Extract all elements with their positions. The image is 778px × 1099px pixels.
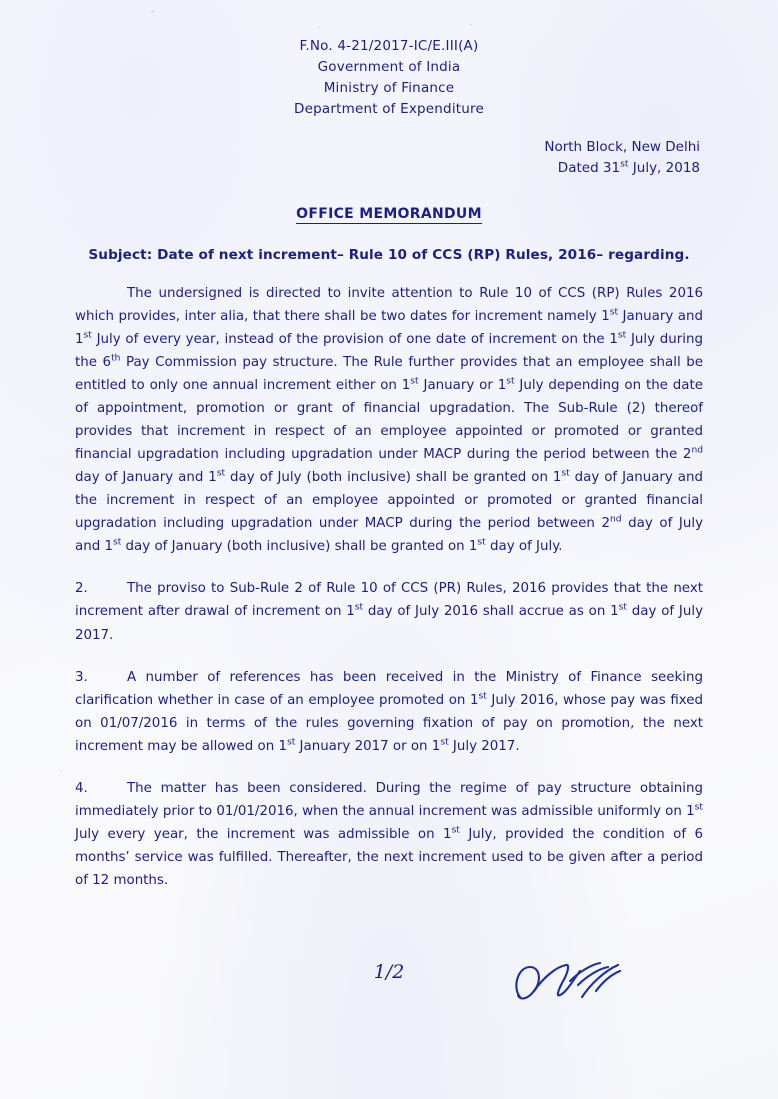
ordinal-suffix: st bbox=[561, 468, 570, 479]
letterhead bbox=[75, 36, 703, 120]
document-body bbox=[75, 36, 703, 892]
ordinal-suffix: st bbox=[694, 802, 703, 813]
ordinal-suffix: st bbox=[618, 603, 627, 614]
ordinal-suffix: st bbox=[112, 537, 122, 548]
ordinal-suffix: st bbox=[440, 737, 449, 748]
government-line: Government of India bbox=[317, 58, 461, 75]
ministry-line: Ministry of Finance bbox=[323, 79, 455, 96]
paragraph-4: 4. The matter has been considered. During the regime of pay structure obtaining immediately prior to 01/01/2016, when the annual increment was admissible uniformly on 1st July every year, the increment was admissible on 1st July, provided the condition of 6 months’ service was fulfilled. Thereafter, the next increment used to be given after a period of 12 months. bbox=[75, 777, 703, 892]
ordinal-suffix: st bbox=[478, 691, 487, 702]
date-line bbox=[75, 158, 700, 180]
ordinal-suffix: nd bbox=[691, 445, 703, 456]
paper-speck bbox=[151, 10, 154, 13]
paragraph-number: 2. bbox=[75, 581, 88, 597]
place-and-date bbox=[75, 137, 703, 180]
ordinal-suffix: st bbox=[410, 376, 419, 387]
ordinal-suffix: nd bbox=[609, 514, 622, 525]
paragraph-2: 2. The proviso to Sub-Rule 2 of Rule 10 of CCS (PR) Rules, 2016 provides that the next increment after drawal of increment on 1st day of July 2016 shall accrue as on 1st day of July 2017. bbox=[75, 577, 703, 646]
date-prefix: Dated 31 bbox=[557, 160, 621, 177]
signature-mark bbox=[508, 951, 628, 1021]
document-title-text: OFFICE MEMORANDUM bbox=[296, 205, 482, 222]
paper-speck bbox=[318, 26, 320, 28]
paper-speck bbox=[60, 770, 62, 772]
ordinal-suffix: th bbox=[111, 353, 121, 364]
paragraph-number: 3. bbox=[75, 669, 88, 685]
ordinal-suffix: st bbox=[354, 603, 364, 614]
subject-line: Subject: Date of next increment– Rule 10 of CCS (RP) Rules, 2016– regarding. bbox=[88, 246, 690, 263]
ordinal-suffix: st bbox=[506, 376, 515, 387]
ordinal-suffix: st bbox=[477, 537, 486, 548]
paper-speck bbox=[470, 24, 472, 26]
date-suffix: July, 2018 bbox=[628, 160, 700, 177]
paragraph-1: The undersigned is directed to invite attention to Rule 10 of CCS (RP) Rules 2016 which provides, inter alia, that there shall be two dates for increment namely 1st January and 1st July of every year, instead of the provision of one date of increment on the 1st July during the 6th Pay Commission pay structure. The Rule further provides that an employee shall be entitled to only one annual increment either on 1st January or 1st July depending on the date of appointment, promotion or grant of financial upgradation. The Sub-Rule (2) thereof provides that increment in respect of an employee appointed or promoted or granted financial upgradation including upgradation under MACP during the period between the 2nd day of January and 1st day of July (both inclusive) shall be granted on 1st day of January and the increment in respect of an employee appointed or promoted or granted financial upgradation including upgradation under MACP during the period between 2nd day of July and 1st day of January (both inclusive) shall be granted on 1st day of July. bbox=[75, 285, 704, 555]
file-number: F.No. 4-21/2017-IC/E.III(A) bbox=[299, 38, 479, 54]
ordinal-suffix: st bbox=[451, 825, 460, 836]
date-ordinal-suffix: st bbox=[620, 158, 629, 170]
page-number-text: 1/2 bbox=[373, 961, 405, 983]
paragraph-number: 4. bbox=[75, 780, 88, 796]
location-line: North Block, New Delhi bbox=[544, 138, 700, 155]
paragraph-3: 3. A number of references has been received in the Ministry of Finance seeking clarification whether in case of an employee promoted on 1st July 2016, whose pay was fixed on 01/07/2016 in terms of the rules governing fixation of pay on promotion, the next increment may be allowed on 1st January 2017 or on 1st July 2017. bbox=[75, 666, 703, 758]
department-line: Department of Expenditure bbox=[294, 100, 484, 117]
page-footer bbox=[0, 961, 778, 1041]
page-number bbox=[374, 961, 405, 983]
ordinal-suffix: st bbox=[286, 737, 296, 748]
document-title bbox=[75, 206, 703, 222]
ordinal-suffix: st bbox=[609, 307, 619, 318]
ordinal-suffix: st bbox=[617, 330, 627, 341]
ordinal-suffix: st bbox=[83, 330, 92, 341]
ordinal-suffix: st bbox=[216, 468, 226, 479]
